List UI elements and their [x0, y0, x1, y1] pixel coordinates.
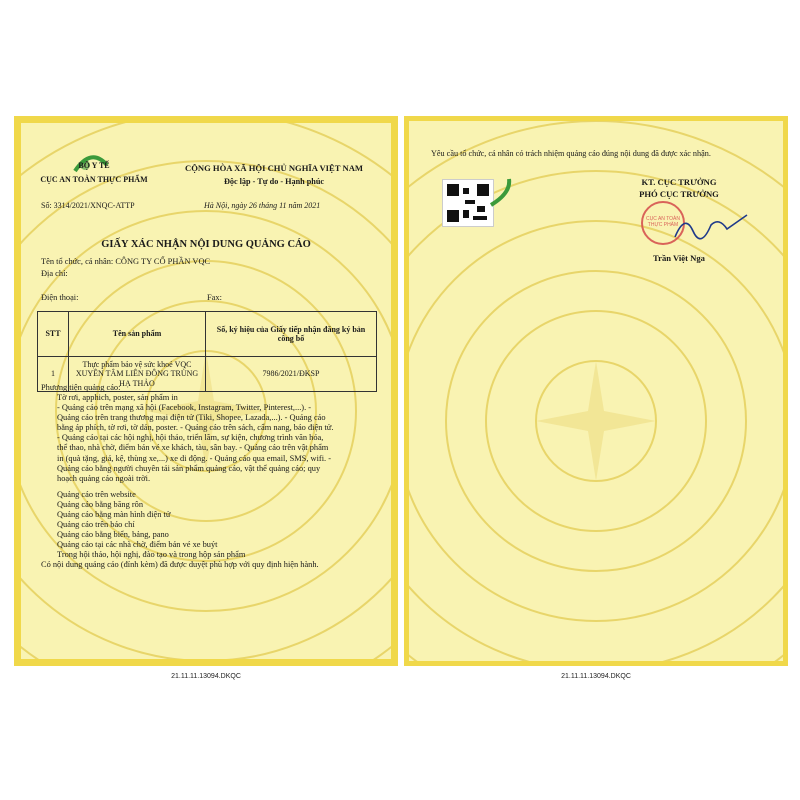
agency-name: CỤC AN TOÀN THỰC PHẨM: [40, 175, 148, 184]
list-item: Quảng cáo trên website: [57, 489, 136, 499]
row-stt: 1: [38, 357, 69, 392]
left-document-page: [14, 116, 398, 666]
requirement-text: Yêu cầu tổ chức, cá nhân có trách nhiệm quảng cáo đúng nội dung đã được xác nhận.: [431, 149, 711, 158]
table-header-registration: Số, ký hiệu của Giấy tiếp nhận đăng ký bản công bố: [206, 312, 377, 357]
phone-label: Điện thoại:: [41, 293, 79, 302]
place-date: Hà Nội, ngày 26 tháng 11 năm 2021: [204, 201, 321, 210]
signer-name: Trần Việt Nga: [653, 253, 705, 263]
list-item: Quảng cáo bằng băng rôn: [57, 499, 144, 509]
closing-statement: Có nội dung quảng cáo (đính kèm) đã được duyệt phù hợp với quy định hiện hành.: [41, 560, 319, 570]
ministry-name: BỘ Y TẾ: [78, 161, 110, 170]
media-line: thể thao, nhà chờ, điểm bán vé xe khách, tàu, sân bay. - Quảng cáo trên vật phẩm: [57, 443, 329, 453]
media-line: bằng áp phích, tờ rơi, tờ dán, poster. - Quảng cáo trên sách, cẩm nang, báo điện tử.: [57, 423, 334, 433]
media-line: - Quảng cáo tại các hội nghị, hội thảo, triển lãm, sự kiện, chương trình văn hóa,: [57, 433, 324, 443]
advertising-media: [41, 383, 361, 570]
product-table: [37, 311, 377, 392]
media-line: hoạch quảng cáo ngoài trời.: [57, 473, 151, 483]
org-value: CÔNG TY CỔ PHẦN VQC: [115, 257, 211, 266]
media-line: Quảng cáo trên trang thương mại điện tử (Tiki, Shopee, Lazada,...). - Quảng cáo: [57, 413, 326, 423]
official-stamp: CỤC AN TOÀN THỰC PHẨM: [641, 201, 685, 245]
media-paragraph: [41, 393, 361, 484]
row-registration: 7986/2021/ĐKSP: [206, 357, 377, 392]
document-title: GIẤY XÁC NHẬN NỘI DUNG QUẢNG CÁO: [101, 239, 311, 250]
right-document-page: [404, 116, 788, 666]
signer-title-1: KT. CỤC TRƯỞNG: [641, 177, 717, 187]
row-product: Thực phẩm bảo vệ sức khoẻ VQC XUYÊN TÂM LIÊN ĐÔNG TRÙNG HẠ THẢO: [69, 357, 206, 392]
right-footer-code: 21.11.11.13094.DKQC: [561, 673, 631, 680]
media-line: - Quảng cáo trên mạng xã hội (Facebook, Instagram, Twitter, Pinterest,...). -: [57, 403, 312, 413]
media-line: Tờ rơi, apphich, poster, sản phẩm in: [57, 393, 178, 403]
table-header-product: Tên sản phẩm: [69, 312, 206, 357]
list-item: Trong hội thảo, hội nghị, đào tạo và trong hộp sản phẩm: [57, 550, 246, 560]
org-line: [41, 257, 210, 267]
signer-title-2: PHÓ CỤC TRƯỞNG: [639, 189, 719, 199]
list-item: Quảng cáo tại các nhà chờ, điểm bán vé xe buýt: [57, 540, 218, 550]
media-label: Phương tiện quảng cáo:: [41, 383, 121, 392]
media-list: [41, 490, 361, 561]
table-header-stt: STT: [38, 312, 69, 357]
country-name: CỘNG HÒA XÃ HỘI CHỦ NGHĨA VIỆT NAM: [184, 163, 364, 173]
right-content: [409, 121, 783, 661]
address-label: Địa chỉ:: [41, 269, 68, 278]
list-item: Quảng cáo trên báo chí: [57, 520, 135, 530]
table-header-row: [38, 312, 377, 357]
fax-label: Fax:: [207, 293, 222, 302]
left-footer-code: 21.11.11.13094.DKQC: [171, 673, 241, 680]
qr-code-icon: [442, 179, 494, 227]
media-line: Quảng cáo bằng người chuyên tải sản phẩm quảng cáo, vật thể quảng cáo; quy: [57, 463, 321, 473]
list-item: Quảng cáo bằng biển, bảng, pano: [57, 530, 169, 540]
signature-icon: [671, 207, 751, 247]
media-line: in (quà tặng, giá, kệ, thùng xe,...) xe di động. - Quảng cáo qua email, SMS, wifi. -: [57, 453, 331, 463]
ministry-logo-icon: [489, 177, 513, 207]
org-label: Tên tổ chức, cá nhân:: [41, 257, 114, 266]
motto: Độc lập - Tự do - Hạnh phúc: [223, 177, 325, 186]
left-content: [19, 121, 393, 661]
doc-number: Số: 3314/2021/XNQC-ATTP: [41, 201, 135, 210]
list-item: Quảng cáo bằng màn hình điện tử: [57, 509, 171, 519]
